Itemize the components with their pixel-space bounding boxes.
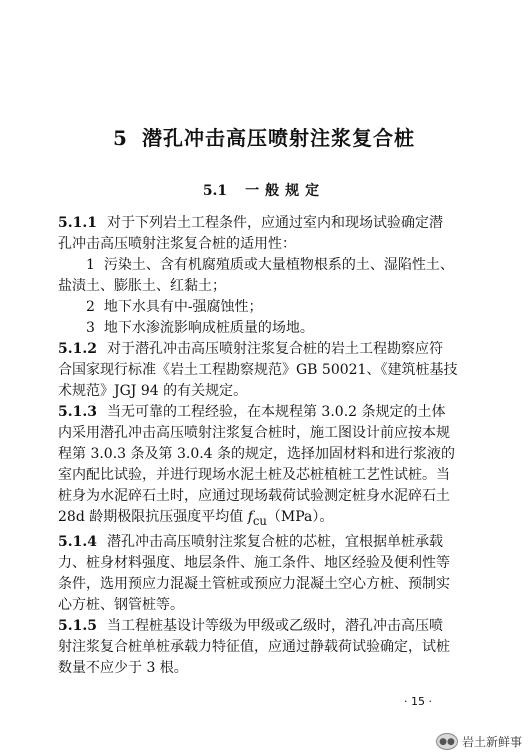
clause-line: 条件，选用预应力混凝土管桩或预应力混凝土空心方桩、预制实 xyxy=(58,575,450,592)
body-text xyxy=(58,213,478,679)
chapter-title-text: 潜孔冲击高压喷射注浆复合桩 xyxy=(141,126,415,150)
clause-line: 合国家现行标准《岩土工程勘察规范》GB 50021、《建筑桩基技 xyxy=(58,362,458,378)
chapter-number: 5 xyxy=(113,126,128,150)
clause-label: 5.1.3 xyxy=(58,404,97,420)
clause-line: 28d 龄期极限抗压强度平均值 $f_{cu}(MPa)$。 xyxy=(58,509,334,528)
clause-line: 心方桩、钢管桩等。 xyxy=(58,596,184,613)
clause-line: 内采用潜孔冲击高压喷射注浆复合桩时，施工图设计前应按本规 xyxy=(58,425,450,441)
clause-line: 术规范》JGJ 94 的有关规定。 xyxy=(58,383,248,399)
clause-line: 程第 3.0.3 条及第 3.0.4 条的规定，选择加固材料和进行浆液的 xyxy=(58,446,456,462)
clause-label: 5.1.2 xyxy=(58,341,97,357)
section-heading xyxy=(0,180,528,200)
section-title: 一般规定 xyxy=(245,183,326,199)
clause-label: 5.1.5 xyxy=(58,617,97,634)
clause-line: 射注浆复合桩单桩承载力特征值，应通过静载荷试验确定，试桩 xyxy=(58,638,450,655)
clause-line: 桩身为水泥碎石土时，应通过现场载荷试验测定桩身水泥碎石土 xyxy=(58,488,450,504)
clause-line: 孔冲击高压喷射注浆复合桩的适用性： xyxy=(58,236,296,252)
clause-line: 力、桩身材料强度、地层条件、施工条件、地区经验及便利性等 xyxy=(58,554,450,571)
strength-symbol: f xyxy=(247,509,253,525)
page-number: · 15 · xyxy=(404,695,432,708)
clause-line: 5.1.5 当工程桩基设计等级为甲级或乙级时，潜孔冲击高压喷 xyxy=(58,617,443,634)
watermark-text: 岩土新鲜事 xyxy=(461,735,522,749)
wechat-icon: ●● xyxy=(436,733,458,750)
section-number: 5.1 xyxy=(202,183,228,199)
clause-label: 5.1.4 xyxy=(58,533,97,550)
strength-subscript: cu xyxy=(252,513,267,528)
clause-label: 5.1.1 xyxy=(58,215,97,231)
clause-line: 数量不应少于 3 根。 xyxy=(58,659,188,676)
list-item: 2 地下水具有中-强腐蚀性； xyxy=(86,299,263,315)
list-item: 3 地下水渗流影响成桩质量的场地。 xyxy=(86,320,314,336)
chapter-title xyxy=(0,122,528,151)
clause-line: 5.1.3 当无可靠的工程经验，在本规程第 3.0.2 条规定的土体 xyxy=(58,404,446,420)
clause-line: 盐渍土、膨胀土、红黏土； xyxy=(58,278,226,294)
clause-line: 5.1.1 对于下列岩土工程条件，应通过室内和现场试验确定潜 xyxy=(58,215,443,231)
watermark xyxy=(436,733,522,750)
clause-line: 室内配比试验，并进行现场水泥土桩及芯桩植桩工艺性试桩。当 xyxy=(58,467,450,483)
clause-line: 5.1.4 潜孔冲击高压喷射注浆复合桩的芯桩，宜根据单桩承载 xyxy=(58,533,443,550)
clause-line: 5.1.2 对于潜孔冲击高压喷射注浆复合桩的岩土工程勘察应符 xyxy=(58,341,443,357)
list-item: 1 污染土、含有机腐殖质或大量植物根系的土、湿陷性土、 xyxy=(86,257,454,273)
